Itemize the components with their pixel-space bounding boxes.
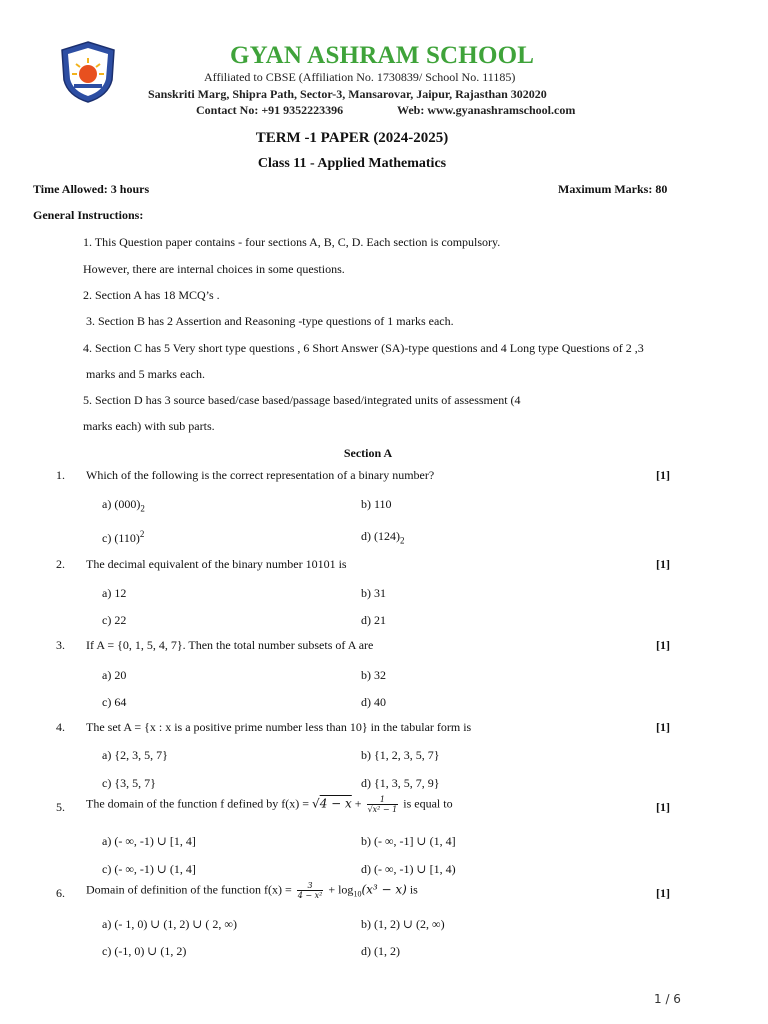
option-a: a) (- ∞, -1) ∪ [1, 4] <box>102 834 196 848</box>
question-number: 5. <box>56 800 65 814</box>
option-d: d) 40 <box>361 695 386 709</box>
option-a: a) (- 1, 0) ∪ (1, 2) ∪ ( 2, ∞) <box>102 917 237 931</box>
affiliation-line: Affiliated to CBSE (Affiliation No. 1730839/ School No. 11185) <box>204 70 516 84</box>
term-title: TERM -1 PAPER (2024-2025) <box>255 130 449 146</box>
question-text: If A = {0, 1, 5, 4, 7}. Then the total number subsets of A are <box>86 638 374 652</box>
page-number: 1 / 6 <box>654 992 681 1006</box>
contact-line: Contact No: +91 9352223396 <box>196 103 344 117</box>
question-marks: [1] <box>656 557 670 571</box>
instruction-line: marks each) with sub parts. <box>83 419 215 433</box>
option-a: a) 20 <box>102 668 127 682</box>
option-d: d) 21 <box>361 613 386 627</box>
option-c: c) (- ∞, -1) ∪ (1, 4] <box>102 862 196 876</box>
fraction: $\frac{1}{\text{√x² − 1}}$ <box>367 795 398 814</box>
option-d: d) {1, 3, 5, 7, 9} <box>361 776 440 790</box>
section-a-title: Section A <box>343 446 393 460</box>
question-text: The set A = {x : x is a positive prime number less than 10} in the tabular form is <box>86 720 472 734</box>
sqrt-expression: √4 − x <box>312 796 352 811</box>
question-text: Domain of definition of the function f(x) = $\frac{3}{\text{4 − x²}}$ + $\log_{10}(x^3 - x)$ is <box>86 881 418 900</box>
question-number: 3. <box>56 638 65 652</box>
instructions-heading: General Instructions: <box>33 208 144 222</box>
question-marks: [1] <box>656 720 670 734</box>
address-line: Sanskriti Marg, Shipra Path, Sector-3, Mansarovar, Jaipur, Rajasthan 302020 <box>148 87 547 101</box>
option-b: b) 32 <box>361 668 386 682</box>
maximum-marks: Maximum Marks: 80 <box>558 182 668 196</box>
option-d: d) (1, 2) <box>361 944 400 958</box>
option-d: d) (- ∞, -1) ∪ [1, 4) <box>361 862 456 876</box>
option-b: b) {1, 2, 3, 5, 7} <box>361 748 440 762</box>
question-marks: [1] <box>656 800 670 814</box>
class-title: Class 11 - Applied Mathematics <box>257 156 447 171</box>
option-c: c) 64 <box>102 695 127 709</box>
instruction-line: 5. Section D has 3 source based/case based/passage based/integrated units of assessment (4 <box>83 393 521 407</box>
question-number: 2. <box>56 557 65 571</box>
option-b: b) (1, 2) ∪ (2, ∞) <box>361 917 445 931</box>
option-c: c) $(110)^2$ <box>102 529 145 545</box>
instruction-line: 1. This Question paper contains - four sections A, B, C, D. Each section is compulsory. <box>83 235 501 249</box>
question-number: 1. <box>56 468 65 482</box>
school-name: GYAN ASHRAM SCHOOL <box>230 42 535 69</box>
question-text: Which of the following is the correct representation of a binary number? <box>86 468 435 482</box>
time-allowed: Time Allowed: 3 hours <box>33 182 150 196</box>
instruction-line: However, there are internal choices in some questions. <box>83 262 345 276</box>
question-text: The domain of the function f defined by f(x) = √4 − x + $\frac{1}{\text{√x² − 1}}$ is equal to <box>86 795 453 814</box>
fraction: $\frac{3}{\text{4 − x²}}$ <box>297 881 323 900</box>
website-line: Web: www.gyanashramschool.com <box>397 103 576 117</box>
option-b: b) (- ∞, -1] ∪ (1, 4] <box>361 834 456 848</box>
question-text: The decimal equivalent of the binary number 10101 is <box>86 557 347 571</box>
instruction-line: 3. Section B has 2 Assertion and Reasoning -type questions of 1 marks each. <box>86 314 454 328</box>
question-marks: [1] <box>656 638 670 652</box>
option-a: a) 12 <box>102 586 127 600</box>
option-b: b) 110 <box>361 497 392 511</box>
instruction-line: 4. Section C has 5 Very short type questions , 6 Short Answer (SA)-type questions and 4 Long type Questions of 2 ,3 <box>83 341 644 355</box>
option-c: c) 22 <box>102 613 127 627</box>
instruction-line: marks and 5 marks each. <box>86 367 205 381</box>
instruction-line: 2. Section A has 18 MCQ’s . <box>83 288 220 302</box>
school-logo <box>56 40 120 104</box>
question-marks: [1] <box>656 468 670 482</box>
option-c: c) {3, 5, 7} <box>102 776 156 790</box>
option-a: a) $(000)_2$ <box>102 497 145 514</box>
question-marks: [1] <box>656 886 670 900</box>
question-number: 4. <box>56 720 65 734</box>
option-c: c) (-1, 0) ∪ (1, 2) <box>102 944 187 958</box>
question-number: 6. <box>56 886 65 900</box>
option-a: a) {2, 3, 5, 7} <box>102 748 168 762</box>
option-b: b) 31 <box>361 586 386 600</box>
option-d: d) $(124)_2$ <box>361 529 405 546</box>
